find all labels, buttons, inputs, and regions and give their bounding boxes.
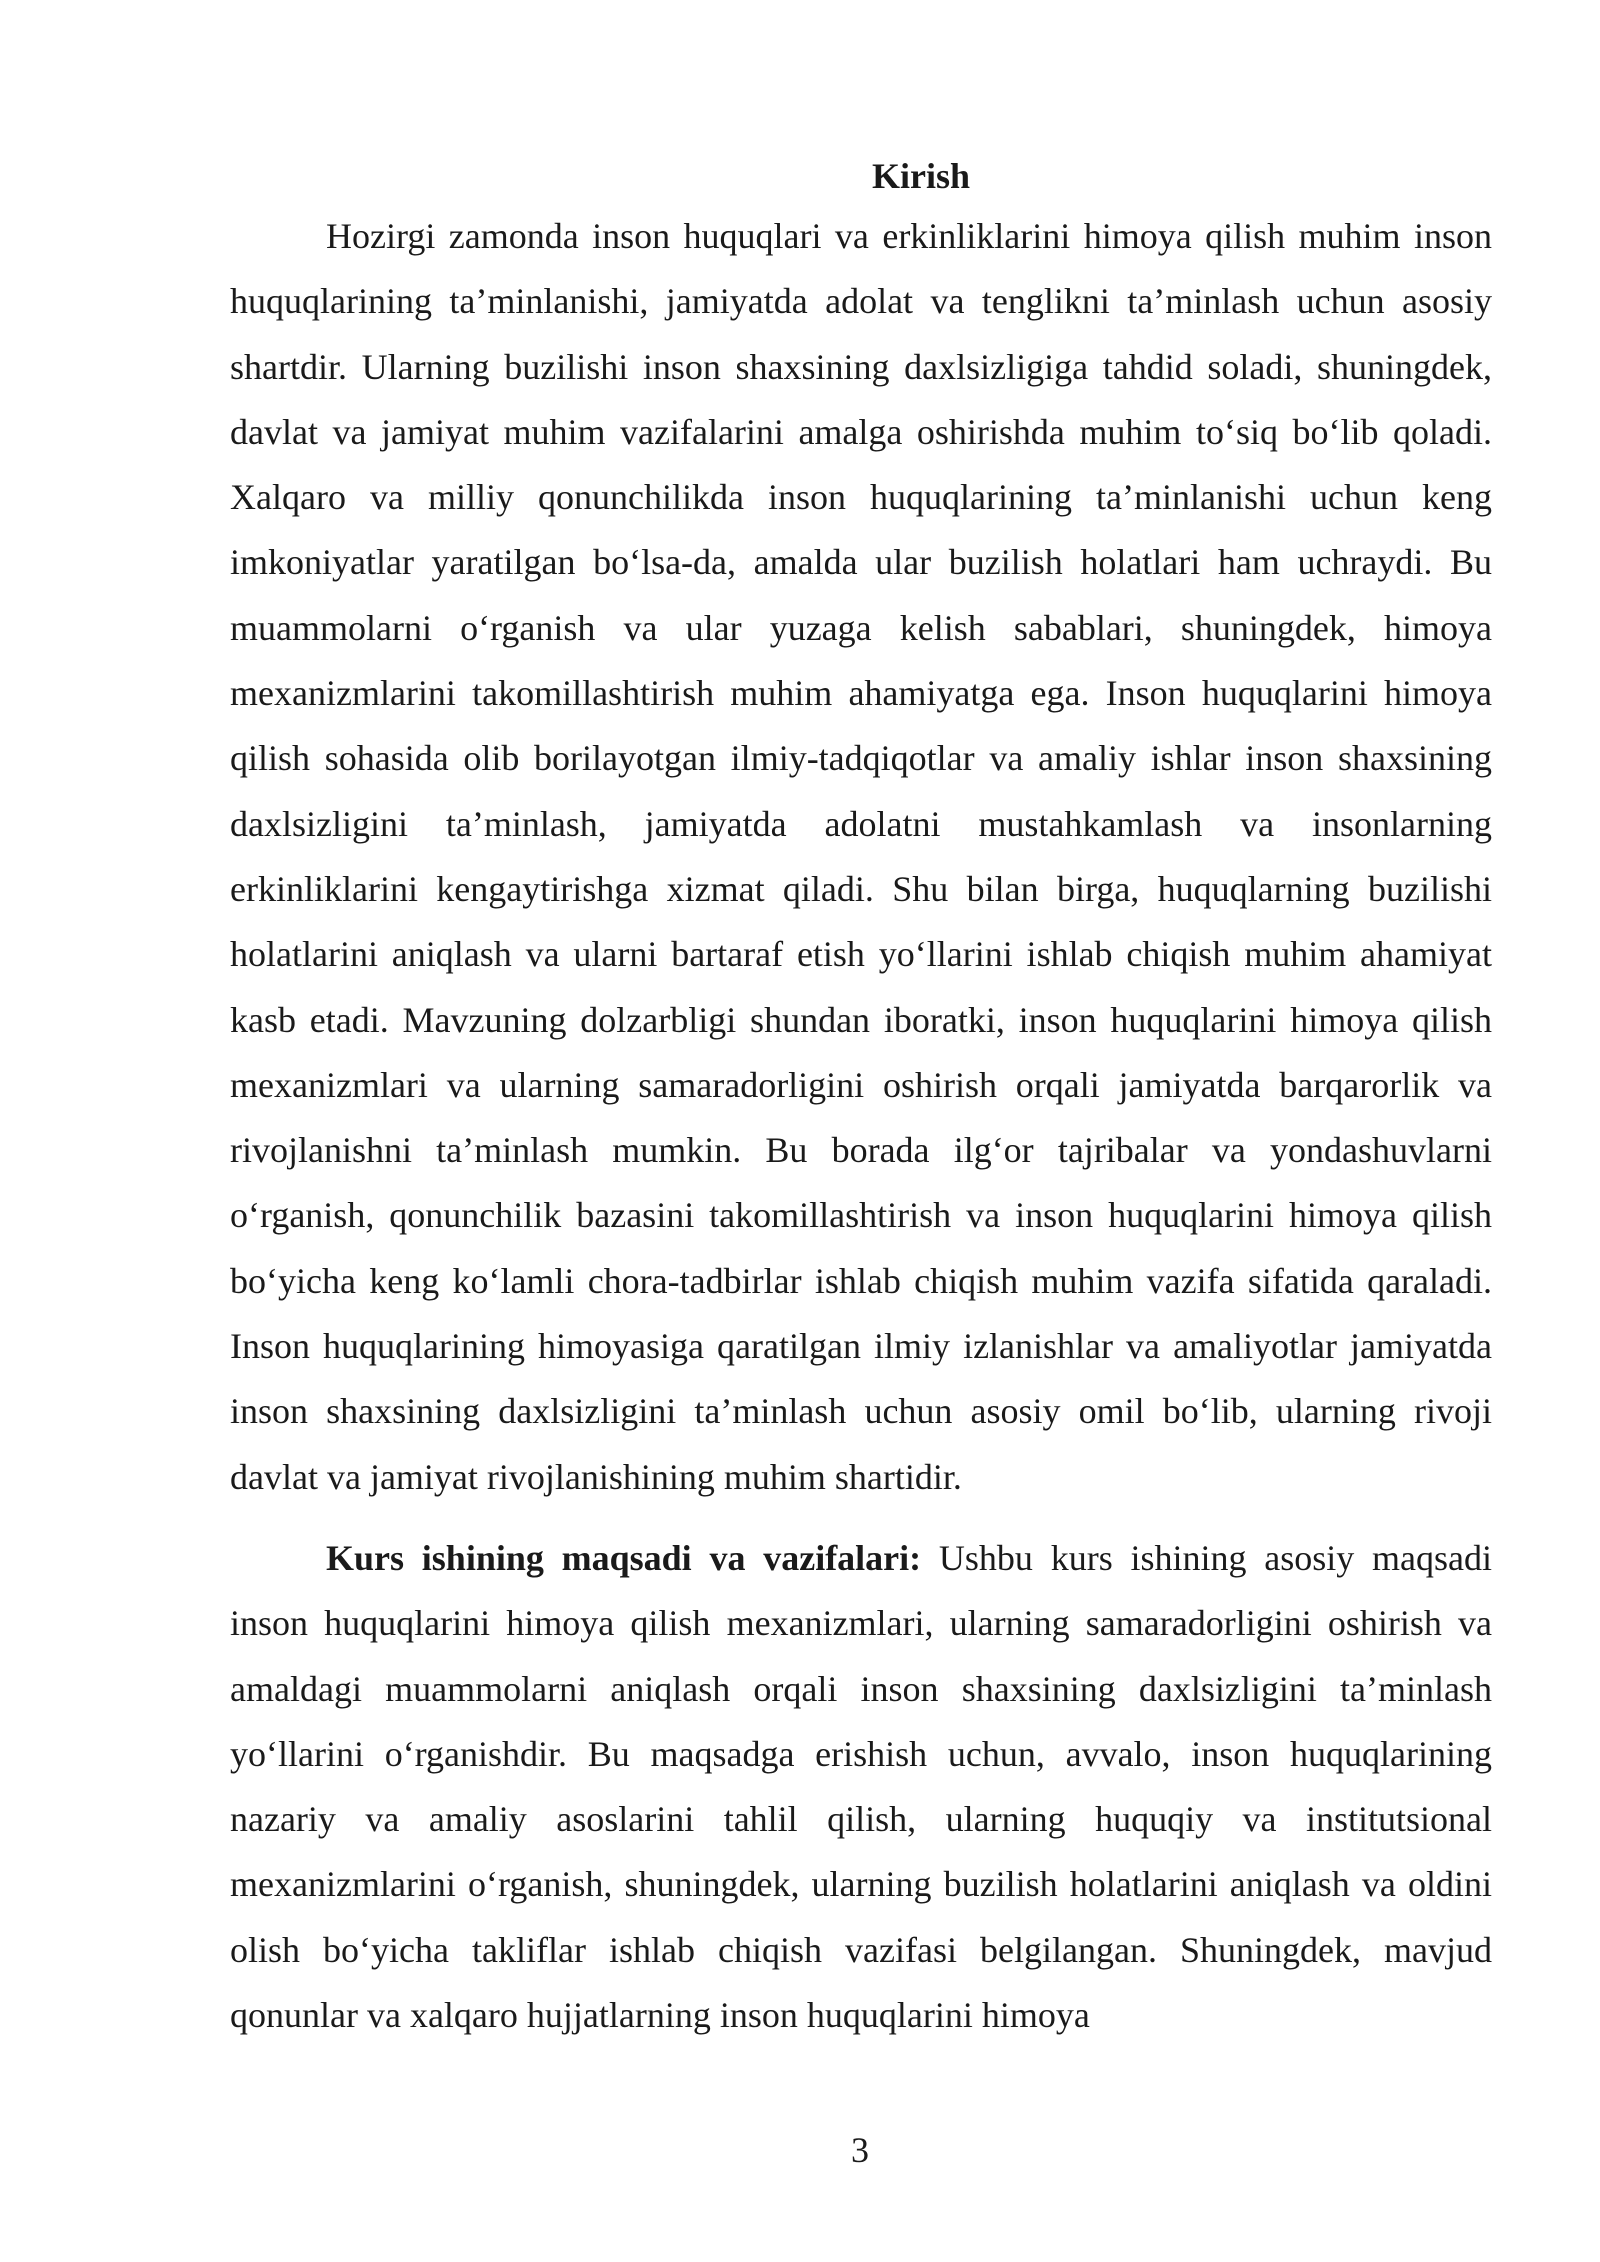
goals-paragraph (230, 1526, 1492, 2048)
section-heading: Kirish (871, 156, 970, 196)
page-number: 3 (851, 2130, 869, 2170)
intro-paragraph-text: Hozirgi zamonda inson huquqlari va erkinliklarini himoya qilish muhim inson huquqlarining ta’minlanishi, jamiyatda adolat va tenglikni ta’minlash uchun asosiy shartdir. Ularning buzilishi inson shaxsining daxlsizligiga tahdid soladi, shuningdek, davlat va jamiyat muhim vazifalarini amalga oshirishda muhim to‘siq bo‘lib qoladi. Xalqaro va milliy qonunchilikda inson huquqlarining ta’minlanishi uchun keng imkoniyatlar yaratilgan bo‘lsa-da, amalda ular buzilish holatlari ham uchraydi. Bu muammolarni o‘rganish va ular yuzaga kelish sabablari, shuningdek, himoya mexanizmlarini takomillashtirish muhim ahamiyatga ega. Inson huquqlarini himoya qilish sohasida olib borilayotgan ilmiy-tadqiqotlar va amaliy ishlar inson shaxsining daxlsizligini ta’minlash, jamiyatda adolatni mustahkamlash va insonlarning erkinliklarini kengaytirishga xizmat qiladi. Shu bilan birga, huquqlarning buzilishi holatlarini aniqlash va ularni bartaraf etish yo‘llarini ishlab chiqish muhim ahamiyat kasb etadi. Mavzuning dolzarbligi shundan iboratki, inson huquqlarini himoya qilish mexanizmlari va ularning samaradorligini oshirish orqali jamiyatda barqarorlik va rivojlanishni ta’minlash mumkin. Bu borada ilg‘or tajribalar va yondashuvlarni o‘rganish, qonunchilik bazasini takomillashtirish va inson huquqlarini himoya qilish bo‘yicha keng ko‘lamli chora-tadbirlar ishlab chiqish muhim vazifa sifatida qaraladi. Inson huquqlarining himoyasiga qaratilgan ilmiy izlanishlar va amaliyotlar jamiyatda inson shaxsining daxlsizligini ta’minlash uchun asosiy omil bo‘lib, ularning rivoji davlat va jamiyat rivojlanishining muhim shartidir. (230, 216, 1492, 1497)
goals-paragraph-text: Ushbu kurs ishining asosiy maqsadi inson huquqlarini himoya qilish mexanizmlari, ularning samaradorligini oshirish va amaldagi muammolarni aniqlash orqali inson shaxsining daxlsizligini ta’minlash yo‘llarini o‘rganishdir. Bu maqsadga erishish uchun, avvalo, inson huquqlarining nazariy va amaliy asoslarini tahlil qilish, ularning huquqiy va institutsional mexanizmlarini o‘rganish, shuningdek, ularning buzilish holatlarini aniqlash va oldini olish bo‘yicha takliflar ishlab chiqish vazifasi belgilangan. Shuningdek, mavjud qonunlar va xalqaro hujjatlarning inson huquqlarini himoya (230, 1537, 1492, 2036)
intro-paragraph (230, 204, 1492, 1510)
page-content (230, 150, 1492, 2048)
goals-paragraph-lead: Kurs ishining maqsadi va vazifalari: (326, 1537, 922, 1578)
